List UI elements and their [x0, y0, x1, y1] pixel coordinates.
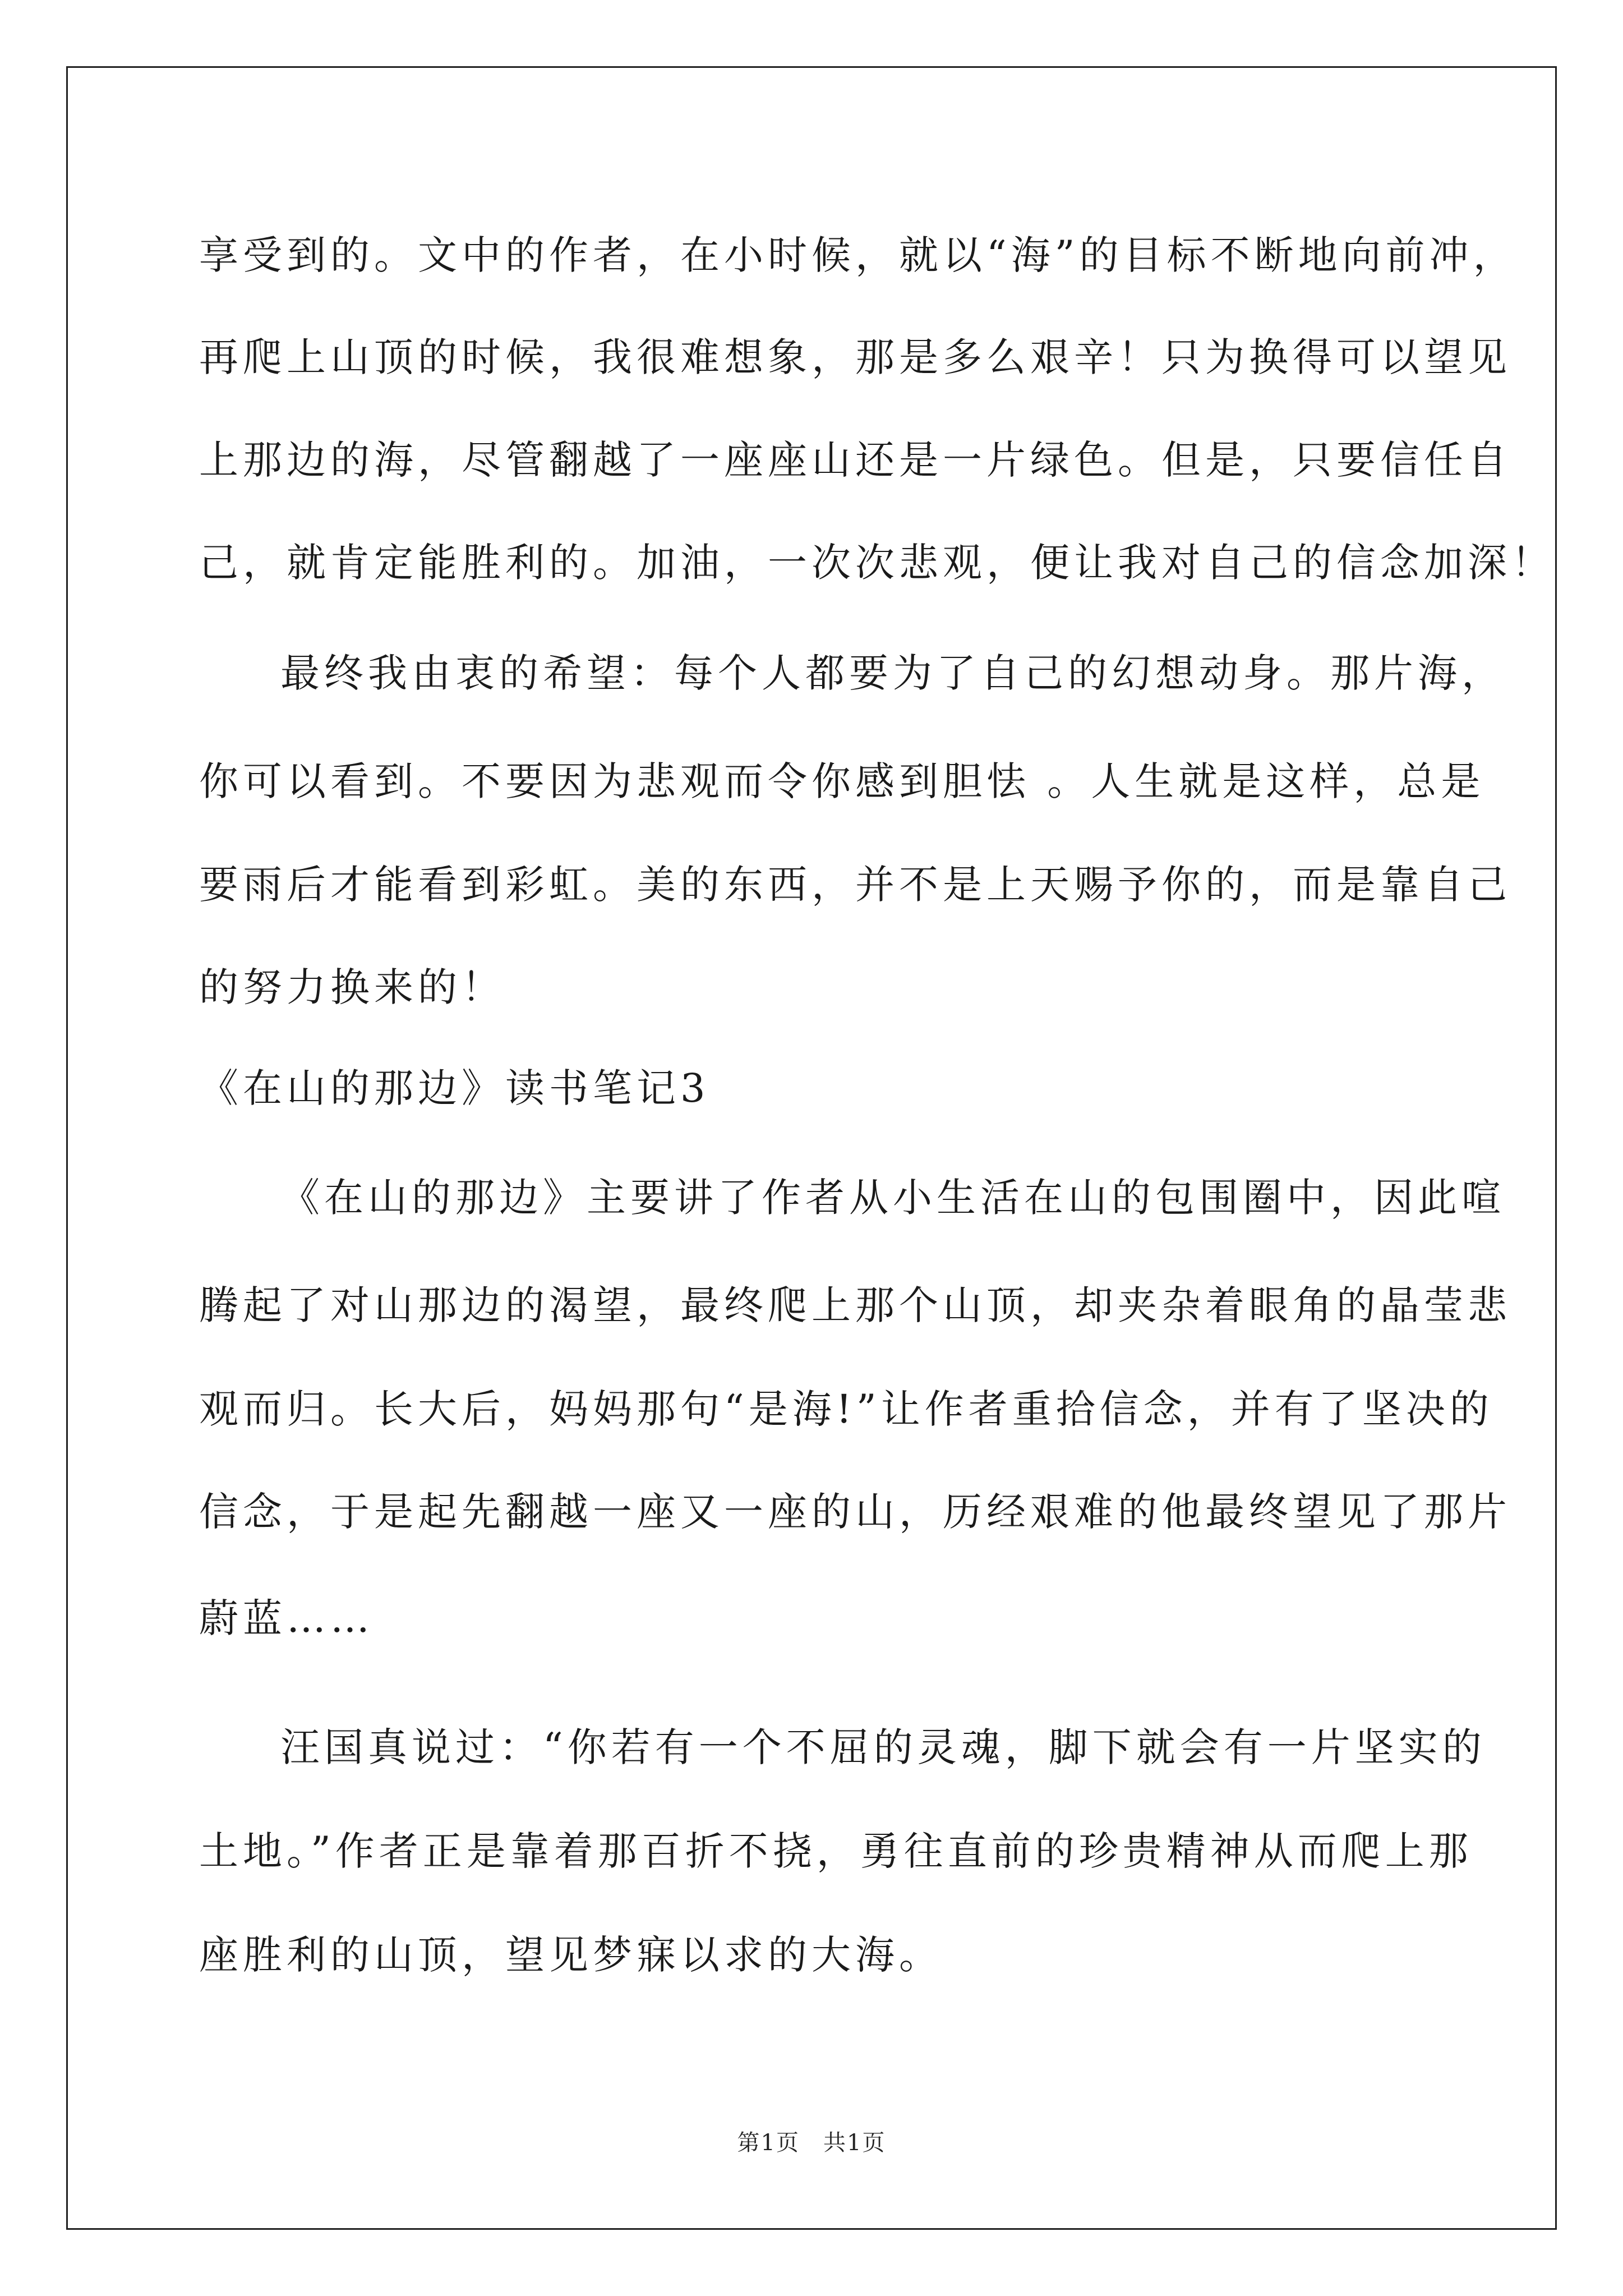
text-line: 你可以看到。不要因为悲观而令你感到胆怯 。人生就是这样，总是 — [199, 758, 1485, 804]
text-line: 《在山的那边》主要讲了作者从小生活在山的包围圈中，因此喧 — [280, 1175, 1505, 1221]
text-line: 己，就肯定能胜利的。加油，一次次悲观，便让我对自己的信念加深！ — [199, 540, 1555, 586]
text-line: 汪国真说过：“你若有一个不屈的灵魂，脚下就会有一片坚实的 — [280, 1724, 1486, 1770]
text-line: 腾起了对山那边的渴望，最终爬上那个山顶，却夹杂着眼角的晶莹悲 — [199, 1282, 1511, 1328]
page-footer: 第1页 共1页 — [737, 2130, 886, 2156]
text-line: 要雨后才能看到彩虹。美的东西，并不是上天赐予你的，而是靠自己 — [199, 862, 1511, 908]
page-border — [66, 66, 1557, 2230]
text-line: 土地。”作者正是靠着那百折不挠，勇往直前的珍贵精神从而爬上那 — [199, 1828, 1473, 1874]
text-line: 蔚蓝…… — [199, 1595, 374, 1641]
text-line: 信念，于是起先翻越一座又一座的山，历经艰难的他最终望见了那片 — [199, 1489, 1511, 1535]
text-line: 上那边的海，尽管翻越了一座座山还是一片绿色。但是，只要信任自 — [199, 437, 1511, 483]
section-heading: 《在山的那边》读书笔记3 — [199, 1065, 710, 1111]
text-line: 再爬上山顶的时候，我很难想象，那是多么艰辛！只为换得可以望见 — [199, 334, 1511, 380]
text-line: 最终我由衷的希望：每个人都要为了自己的幻想动身。那片海， — [280, 650, 1505, 696]
text-line: 座胜利的山顶，望见梦寐以求的大海。 — [199, 1932, 943, 1978]
text-line: 享受到的。文中的作者，在小时候，就以“海”的目标不断地向前冲， — [199, 232, 1517, 278]
text-line: 观而归。长大后，妈妈那句“是海!”让作者重拾信念，并有了坚决的 — [199, 1386, 1493, 1432]
text-line: 的努力换来的！ — [199, 964, 505, 1010]
